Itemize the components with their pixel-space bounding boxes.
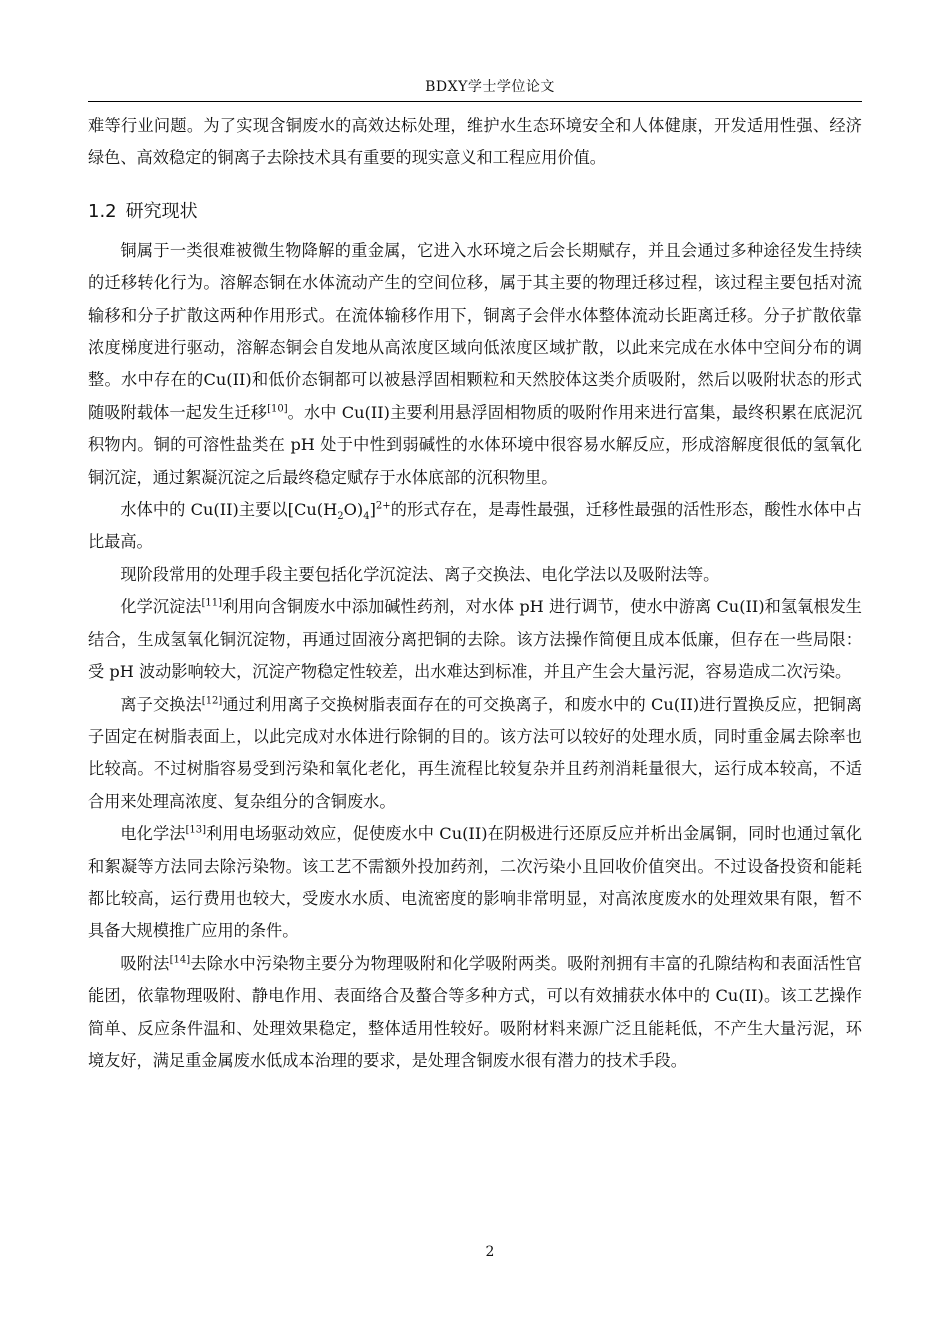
paragraph-text: 水体中的 Cu(II)主要以[Cu(H xyxy=(120,500,338,520)
paragraph-text: 离子交换法 xyxy=(120,694,202,714)
paragraph-text: 的形式存在，是毒性最强，迁移性最强的活性形态，酸性水体中占比最高。 xyxy=(88,500,862,552)
paragraph-copper-migration xyxy=(88,235,862,494)
citation-14: [14] xyxy=(169,954,191,966)
citation-10: [10] xyxy=(267,403,288,415)
paragraph-copper-speciation xyxy=(88,494,862,559)
paragraph-text: 电化学法 xyxy=(120,824,186,844)
citation-12: [12] xyxy=(201,695,223,707)
paragraph-text: 去除水中污染物主要分为物理吸附和化学吸附两类。吸附剂拥有丰富的孔隙结构和表面活性官能团，依靠物理吸附、静电作用、表面络合及螯合等多种方式，可以有效捕获水体中的 Cu(II)。该工艺操作简单、反应条件温和、处理效果稳定，整体适用性较好。吸附材料来源广泛且能耗低，不产生大量污泥，环境友好，满足重金属废水低成本治理的要求，是处理含铜废水很有潜力的技术手段。 xyxy=(88,953,863,1070)
paragraph-text: 利用电场驱动效应，促使废水中 Cu(II)在阴极进行还原反应并析出金属铜，同时也通过氧化和絮凝等方法同去除污染物。该工艺不需额外投加药剂，二次污染小且回收价值突出。不过设备投资和能耗都比较高，运行费用也较大，受废水水质、电流密度的影响非常明显，对高浓度废水的处理效果有限，暂不具备大规模推广应用的条件。 xyxy=(88,824,862,941)
paragraph-text: 现阶段常用的处理手段主要包括化学沉淀法、离子交换法、电化学法以及吸附法等。 xyxy=(120,564,720,584)
running-header: BDXY学士学位论文 xyxy=(425,79,555,95)
paragraph-treatment-methods xyxy=(88,559,862,591)
paragraph-text: 吸附法 xyxy=(120,953,170,973)
paragraph-adsorption xyxy=(88,948,862,1078)
section-number: 1.2 xyxy=(88,200,117,222)
page-body xyxy=(88,110,862,1077)
paragraph-text: 通过利用离子交换树脂表面存在的可交换离子，和废水中的 Cu(II)进行置换反应，把铜离子固定在树脂表面上，以此完成对水体进行除铜的目的。该方法可以较好的处理水质，同时重金属去除率也比较高。不过树脂容易受到污染和氧化老化，再生流程比较复杂并且药剂消耗量很大，运行成本较高，不适合用来处理高浓度、复杂组分的含铜废水。 xyxy=(88,694,863,811)
page-number: 2 xyxy=(485,1244,495,1260)
formula-subscript: 4 xyxy=(363,511,370,523)
paragraph-text: 铜属于一类很难被微生物降解的重金属，它进入水环境之后会长期赋存，并且会通过多种途径发生持续的迁移转化行为。溶解态铜在水体流动产生的空间位移，属于其主要的物理迁移过程，该过程主要包括对流输移和分子扩散这两种作用形式。在流体输移作用下，铜离子会伴水体整体流动长距离迁移。分子扩散依靠浓度梯度进行驱动，溶解态铜会自发地从高浓度区域向低浓度区域扩散，以此来完成在水体中空间分布的调整。水中存在的Cu(II)和低价态铜都可以被悬浮固相颗粒和天然胶体这类介质吸附，然后以吸附状态的形式随吸附载体一起发生迁移 xyxy=(88,240,862,422)
paragraph-text: O) xyxy=(343,500,364,520)
citation-13: [13] xyxy=(185,824,207,836)
paragraph-text: ] xyxy=(369,500,376,520)
paragraph-text: 。水中 Cu(II)主要利用悬浮固相物质的吸附作用来进行富集，最终积累在底泥沉积物内。铜的可溶性盐类在 pH 处于中性到弱碱性的水体环境中很容易水解反应，形成溶解度很低的氢氧化铜沉淀，通过絮凝沉淀之后最终稳定赋存于水体底部的沉积物里。 xyxy=(88,402,863,487)
paragraph-text: 利用向含铜废水中添加碱性药剂，对水体 pH 进行调节，使水中游离 Cu(II)和氢氧根发生结合，生成氢氧化铜沉淀物，再通过固液分离把铜的去除。该方法操作简便且成本低廉，但存在一些局限：受 pH 波动影响较大，沉淀产物稳定性较差，出水难达到标准，并且产生会大量污泥，容易造成二次污染。 xyxy=(88,597,862,682)
paragraph-ion-exchange xyxy=(88,689,862,819)
section-title: 研究现状 xyxy=(125,200,198,222)
paragraph-electrochemical xyxy=(88,818,862,948)
section-heading xyxy=(88,196,862,228)
formula-charge: 2+ xyxy=(375,500,391,512)
header-divider xyxy=(88,101,862,102)
formula-subscript: 2 xyxy=(337,511,344,523)
paragraph-text: 化学沉淀法 xyxy=(120,597,202,617)
citation-11: [11] xyxy=(201,597,223,609)
paragraph-continuation xyxy=(88,110,862,175)
paragraph-chemical-precipitation xyxy=(88,591,862,688)
paragraph-text: 难等行业问题。为了实现含铜废水的高效达标处理，维护水生态环境安全和人体健康，开发适用性强、经济绿色、高效稳定的铜离子去除技术具有重要的现实意义和工程应用价值。 xyxy=(88,116,862,168)
